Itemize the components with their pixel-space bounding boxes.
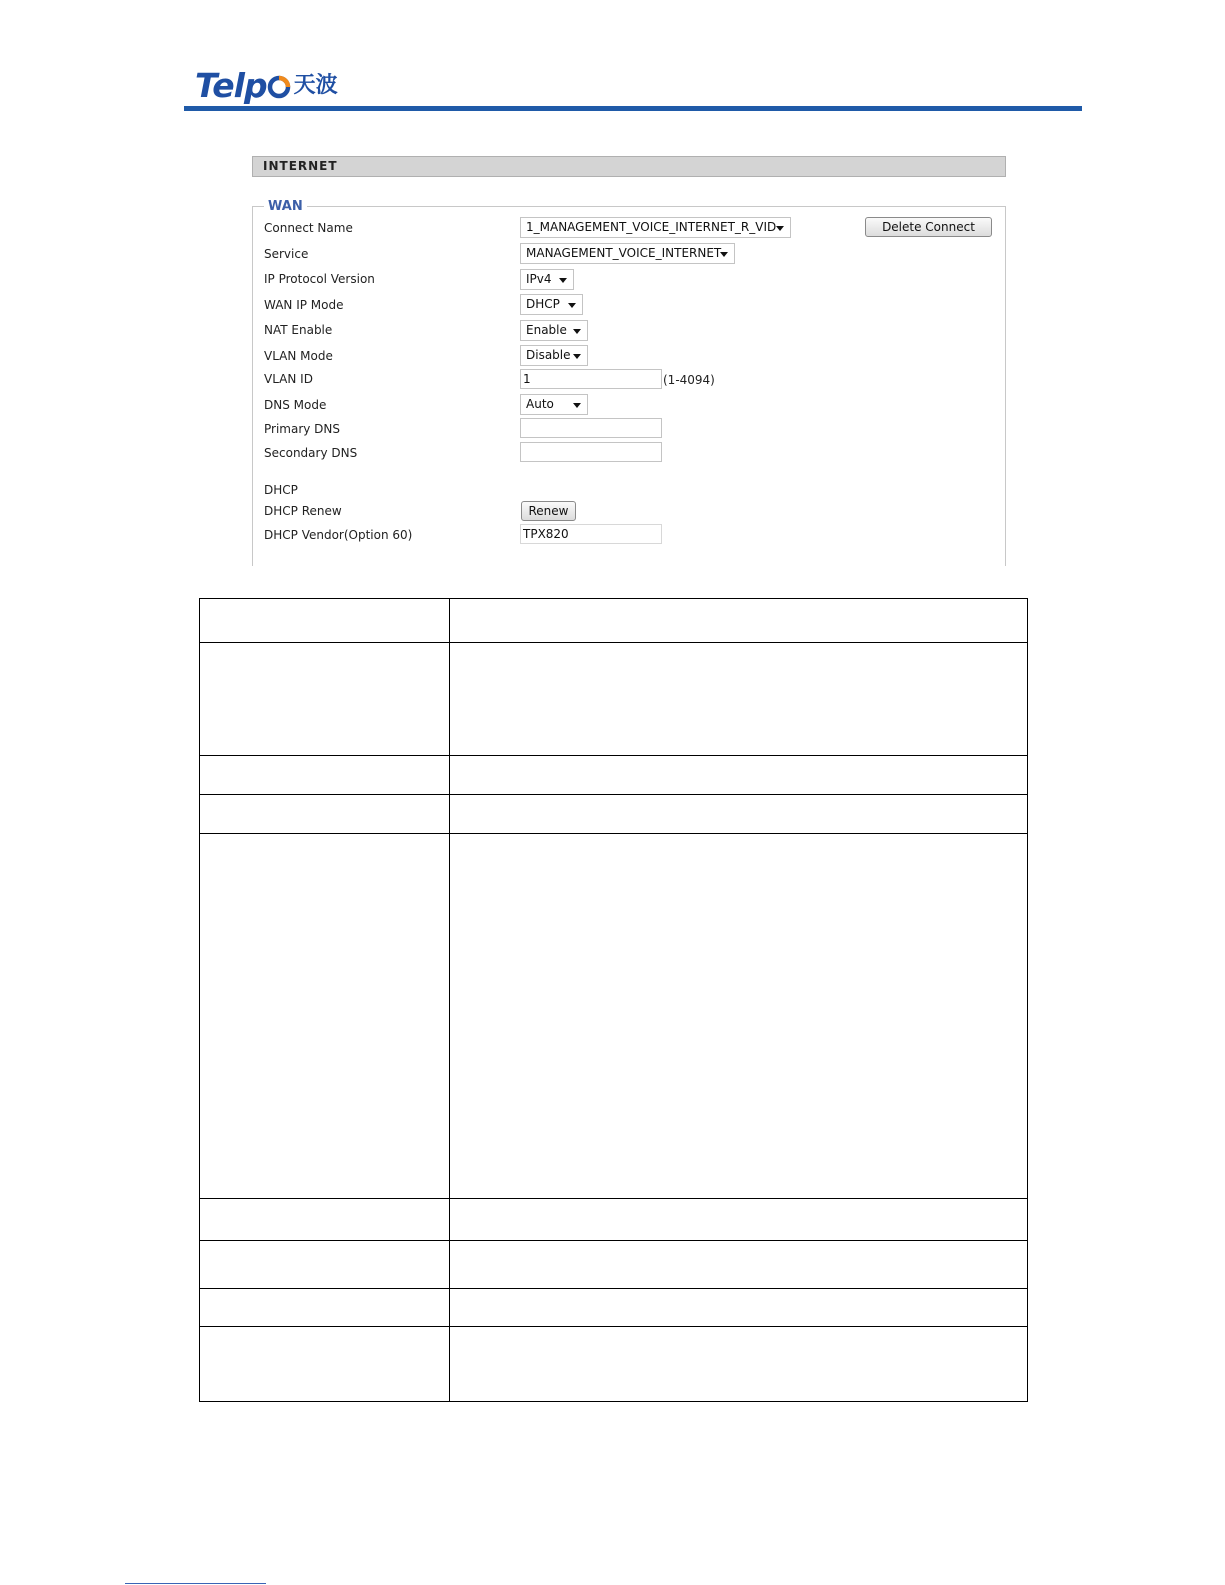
- primary-dns-label: Primary DNS: [264, 422, 341, 436]
- footer-link-underline: [125, 1583, 266, 1584]
- nat-enable-label: NAT Enable: [264, 323, 333, 337]
- dns-mode-value: Auto: [526, 397, 554, 411]
- primary-dns-input[interactable]: [520, 418, 662, 438]
- vlan-id-label: VLAN ID: [264, 372, 313, 386]
- connect-name-label: Connect Name: [264, 221, 353, 235]
- dhcp-vendor-input[interactable]: TPX820: [520, 524, 662, 544]
- chevron-down-icon: [573, 329, 581, 334]
- wan-ip-mode-value: DHCP: [526, 297, 560, 311]
- table-cell: [450, 643, 1028, 756]
- nat-enable-value: Enable: [526, 323, 567, 337]
- connect-name-select[interactable]: [520, 217, 791, 238]
- dns-mode-label: DNS Mode: [264, 398, 327, 412]
- table-row: [200, 643, 1028, 756]
- table-row: [200, 599, 1028, 643]
- table-cell: [450, 756, 1028, 795]
- service-value: MANAGEMENT_VOICE_INTERNET: [526, 246, 722, 260]
- description-table: [199, 598, 1028, 1402]
- vlan-id-input[interactable]: 1: [520, 369, 662, 389]
- chevron-down-icon: [559, 278, 567, 283]
- table-row: [200, 795, 1028, 834]
- table-cell: [450, 1241, 1028, 1289]
- chevron-down-icon: [720, 252, 728, 257]
- vlan-mode-select[interactable]: [520, 345, 588, 366]
- table-cell: [200, 795, 450, 834]
- wan-legend: WAN: [264, 199, 307, 214]
- table-cell: [450, 599, 1028, 643]
- dhcp-renew-button[interactable]: Renew: [521, 501, 576, 521]
- vlan-id-range-hint: (1-4094): [663, 373, 715, 387]
- service-label: Service: [264, 247, 309, 261]
- table-cell: [450, 1327, 1028, 1402]
- table-cell: [200, 834, 450, 1199]
- chevron-down-icon: [568, 303, 576, 308]
- table-row: [200, 1241, 1028, 1289]
- table-row: [200, 834, 1028, 1199]
- ip-protocol-version-value: IPv4: [526, 272, 552, 286]
- secondary-dns-label: Secondary DNS: [264, 446, 358, 460]
- telpo-logo: [195, 66, 338, 104]
- dhcp-vendor-label: DHCP Vendor(Option 60): [264, 528, 413, 542]
- table-cell: [200, 599, 450, 643]
- wan-ip-mode-select[interactable]: [520, 294, 583, 315]
- vlan-mode-label: VLAN Mode: [264, 349, 333, 363]
- dns-mode-select[interactable]: [520, 394, 588, 415]
- delete-connect-button[interactable]: Delete Connect: [865, 217, 992, 237]
- section-title: INTERNET: [263, 159, 338, 173]
- header-rule: [184, 106, 1082, 111]
- logo-ring-icon: [267, 75, 291, 99]
- chevron-down-icon: [573, 354, 581, 359]
- vlan-mode-value: Disable: [526, 348, 571, 362]
- chevron-down-icon: [573, 403, 581, 408]
- dhcp-renew-label: DHCP Renew: [264, 504, 342, 518]
- table-cell: [200, 643, 450, 756]
- table-row: [200, 1199, 1028, 1241]
- ip-protocol-version-label: IP Protocol Version: [264, 272, 375, 286]
- table-row: [200, 1289, 1028, 1327]
- table-cell: [450, 1199, 1028, 1241]
- chevron-down-icon: [776, 226, 784, 231]
- table-cell: [450, 834, 1028, 1199]
- table-cell: [450, 1289, 1028, 1327]
- table-cell: [200, 756, 450, 795]
- logo-cjk-text: 天波: [293, 73, 338, 98]
- dhcp-heading: DHCP: [264, 483, 298, 497]
- wan-ip-mode-label: WAN IP Mode: [264, 298, 344, 312]
- logo-wordmark: Telp: [195, 66, 267, 105]
- table-cell: [200, 1241, 450, 1289]
- table-cell: [200, 1199, 450, 1241]
- table-cell: [450, 795, 1028, 834]
- service-select[interactable]: [520, 243, 735, 264]
- secondary-dns-input[interactable]: [520, 442, 662, 462]
- nat-enable-select[interactable]: [520, 320, 588, 341]
- ip-protocol-version-select[interactable]: [520, 269, 574, 290]
- table-cell: [200, 1289, 450, 1327]
- table-row: [200, 756, 1028, 795]
- table-row: [200, 1327, 1028, 1402]
- section-title-bar: [252, 156, 1006, 177]
- table-cell: [200, 1327, 450, 1402]
- connect-name-value: 1_MANAGEMENT_VOICE_INTERNET_R_VID: [526, 220, 777, 234]
